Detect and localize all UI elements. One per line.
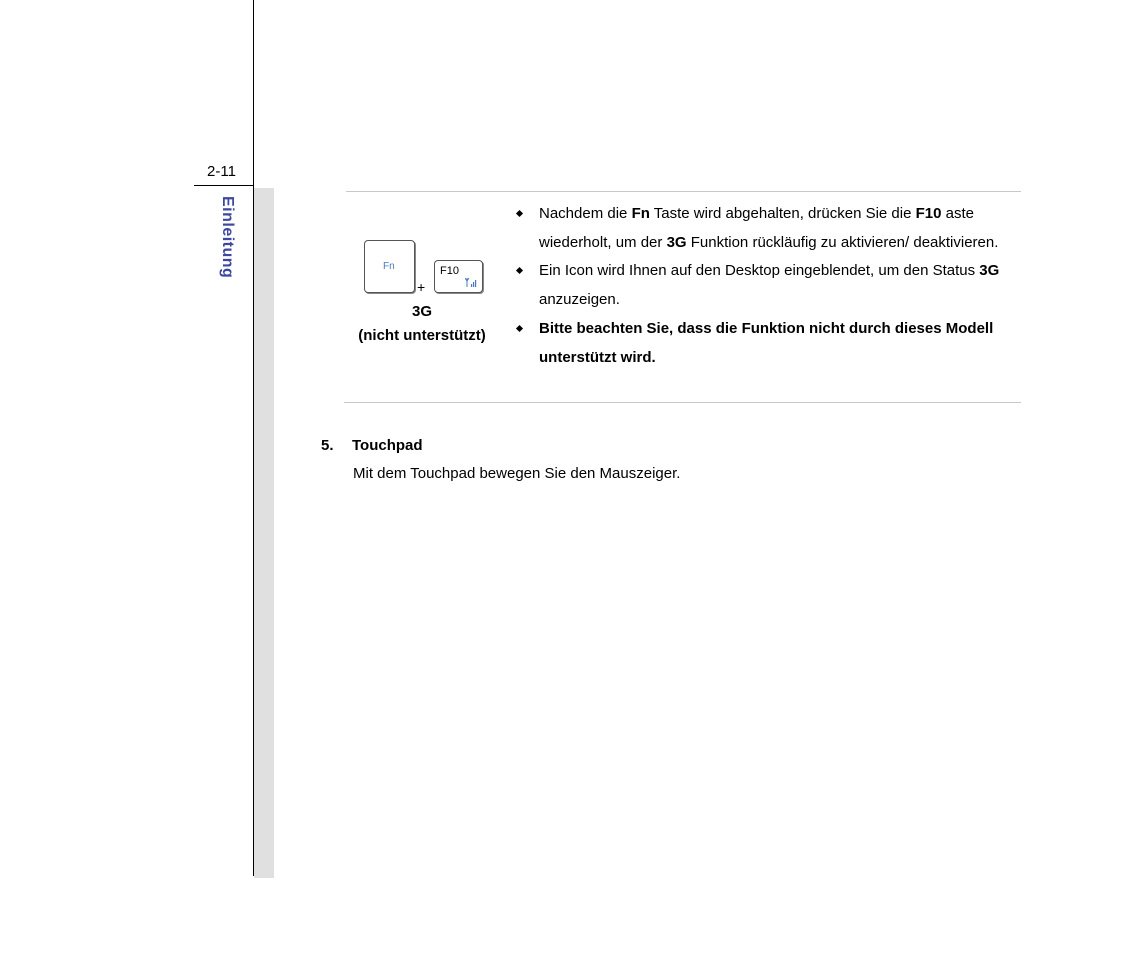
text-run: Bitte beachten Sie, dass die Funktion nicht durch dieses Modell unterstützt wird.	[539, 319, 994, 366]
table-bottom-rule	[344, 402, 1021, 403]
signal-antenna-icon	[465, 277, 477, 289]
chapter-label: Einleitung	[219, 196, 236, 279]
bullet-icon	[516, 267, 523, 274]
plus-sign: +	[417, 279, 426, 295]
margin-shade-bar	[254, 188, 274, 878]
text-run: anzuzeigen.	[539, 291, 620, 309]
hotkey-description-list	[514, 200, 1014, 372]
text-run: Nachdem die	[539, 205, 632, 222]
fn-key-label: Fn	[383, 261, 395, 272]
text-run: Funktion rückläufig zu aktivieren/ deaktivieren.	[686, 233, 999, 251]
text-run: Ein Icon wird Ihnen auf den Desktop eingeblendet, um den Status	[539, 262, 980, 280]
page-number: 2-11	[207, 163, 236, 180]
list-item	[514, 200, 1014, 257]
key-name: Fn	[631, 205, 650, 222]
list-item	[514, 315, 1014, 372]
hotkey-caption-title: 3G	[411, 303, 432, 320]
hotkey-caption-note: (nicht unterstützt)	[358, 327, 486, 344]
key-name: 3G	[979, 262, 1000, 280]
table-top-rule	[346, 191, 1021, 192]
section-heading	[321, 437, 423, 454]
key-name: F10	[915, 205, 942, 222]
text-run: aste wiederholt, um der	[539, 205, 975, 251]
fn-key-icon	[364, 240, 415, 293]
f10-key-icon	[434, 260, 483, 293]
section-body: Mit dem Touchpad bewegen Sie den Mauszeiger.	[353, 465, 681, 482]
key-name: 3G	[666, 233, 687, 251]
list-item	[514, 257, 1014, 314]
bullet-icon	[516, 210, 523, 217]
section-title: Touchpad	[352, 437, 423, 454]
section-number: 5.	[321, 437, 334, 454]
page-number-rule	[194, 185, 254, 186]
text-run: Taste wird abgehalten, drücken Sie die	[649, 205, 916, 222]
f10-key-label: F10	[440, 265, 459, 277]
bullet-icon	[516, 325, 523, 332]
